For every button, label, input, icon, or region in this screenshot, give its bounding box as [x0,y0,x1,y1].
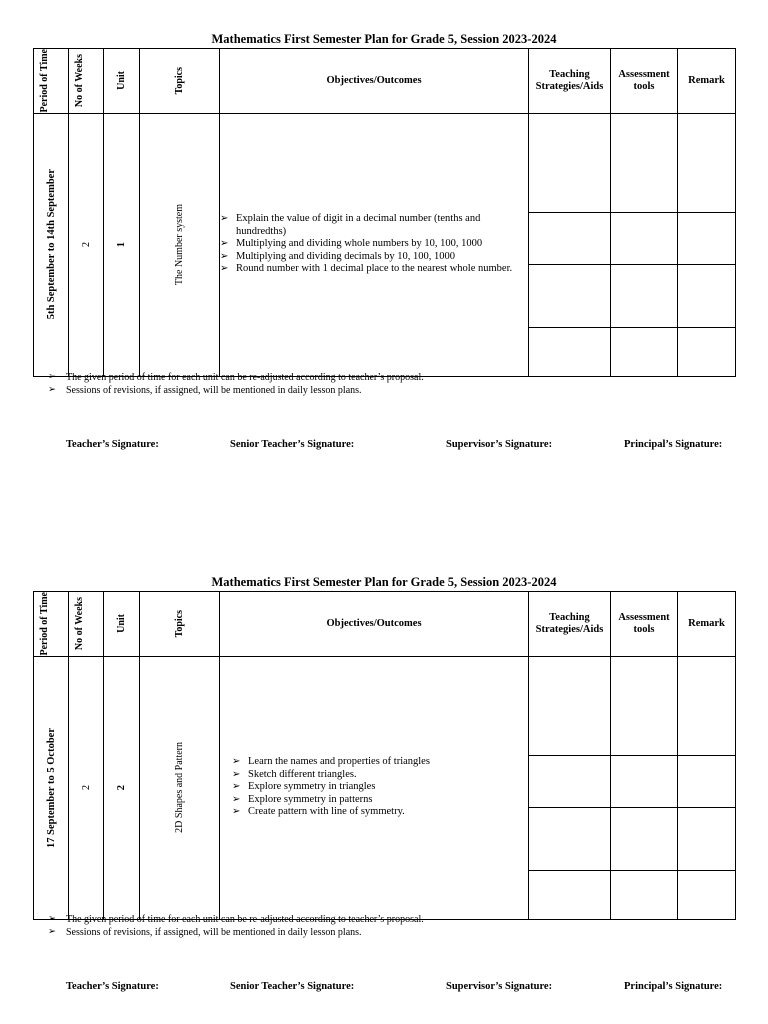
remark-cell [678,656,736,919]
header-topics: Topics [140,49,220,114]
arrowhead-bullet-icon: ➢ [232,806,241,818]
list-item: ➢ Learn the names and properties of triangles [232,756,430,768]
arrowhead-bullet-icon: ➢ [232,793,241,805]
plan-notes [48,371,424,397]
semester-plan-table [33,591,736,920]
plan-title: Mathematics First Semester Plan for Grade 5, Session 2023-2024 [211,32,557,46]
header-objectives: Objectives/Outcomes [220,49,529,114]
arrowhead-bullet-icon: ➢ [48,914,56,924]
unit-cell: 2 [104,656,140,919]
supervisor-signature-label: Supervisor’s Signature: [446,981,553,992]
header-unit: Unit [104,49,140,114]
plan-title: Mathematics First Semester Plan for Grade 5, Session 2023-2024 [211,575,557,589]
period-cell: 5th September to 14th September [34,113,69,376]
list-item: ➢ Create pattern with line of symmetry. [232,806,405,818]
list-item: ➢ Multiplying and dividing whole numbers by 10, 100, 1000 [220,238,483,250]
arrowhead-bullet-icon: ➢ [232,781,241,793]
topic-cell: 2D Shapes and Pattern [140,656,220,919]
header-teaching: Teaching Strategies/Aids [529,592,611,657]
header-remark: Remark [678,592,736,657]
topic-cell: The Number system [140,113,220,376]
unit-cell: 1 [104,113,140,376]
objectives-list [220,213,528,276]
principal-signature-label: Principal’s Signature: [624,439,723,450]
assessment-cell [611,656,678,919]
header-period: Period of Time [34,49,69,114]
header-assessment: Assessment tools [611,49,678,114]
teaching-cell [529,113,611,376]
remark-cell [678,113,736,376]
weeks-cell: 2 [69,656,104,919]
header-objectives: Objectives/Outcomes [220,592,529,657]
list-item: ➢ Explore symmetry in patterns [232,793,373,805]
arrowhead-bullet-icon: ➢ [48,372,56,382]
list-item: ➢ Round number with 1 decimal place to the nearest whole number. [220,263,513,275]
header-remark: Remark [678,49,736,114]
senior-teacher-signature-label: Senior Teacher’s Signature: [230,439,355,450]
teacher-signature-label: Teacher’s Signature: [66,439,159,450]
list-item: ➢ Sketch different triangles. [232,768,357,780]
header-weeks: No of Weeks [69,592,104,657]
senior-teacher-signature-label: Senior Teacher’s Signature: [230,981,355,992]
note-item: ➢ The given period of time for each unit can be re-adjusted according to teacher’s proposal. [48,914,424,925]
note-item: ➢ The given period of time for each unit can be re-adjusted according to teacher’s proposal. [48,372,424,383]
arrowhead-bullet-icon: ➢ [220,238,229,250]
note-item: ➢ Sessions of revisions, if assigned, will be mentioned in daily lesson plans. [48,927,362,938]
arrowhead-bullet-icon: ➢ [220,263,229,275]
objectives-cell [220,656,529,919]
table-header-row [34,592,736,657]
teaching-cell [529,656,611,919]
assessment-cell [611,113,678,376]
period-cell: 17 September to 5 October [34,656,69,919]
table-row [34,113,736,376]
header-teaching: Teaching Strategies/Aids [529,49,611,114]
table-header-row [34,49,736,114]
arrowhead-bullet-icon: ➢ [232,756,241,768]
arrowhead-bullet-icon: ➢ [220,213,229,225]
header-unit: Unit [104,592,140,657]
plan-notes [48,913,424,939]
principal-signature-label: Principal’s Signature: [624,981,723,992]
objectives-list [220,756,528,819]
list-item: ➢ Explore symmetry in triangles [232,781,376,793]
supervisor-signature-label: Supervisor’s Signature: [446,439,553,450]
arrowhead-bullet-icon: ➢ [48,927,56,937]
arrowhead-bullet-icon: ➢ [48,385,56,395]
header-topics: Topics [140,592,220,657]
list-item: ➢ Explain the value of digit in a decimal number (tenths and hundredths) [220,213,481,237]
semester-plan-table [33,48,736,377]
teacher-signature-label: Teacher’s Signature: [66,981,159,992]
table-row [34,656,736,919]
header-weeks: No of Weeks [69,49,104,114]
objectives-cell [220,113,529,376]
list-item: ➢ Multiplying and dividing decimals by 10, 100, 1000 [220,250,456,262]
header-period: Period of Time [34,592,69,657]
note-item: ➢ Sessions of revisions, if assigned, will be mentioned in daily lesson plans. [48,385,362,396]
arrowhead-bullet-icon: ➢ [220,250,229,262]
weeks-cell: 2 [69,113,104,376]
header-assessment: Assessment tools [611,592,678,657]
arrowhead-bullet-icon: ➢ [232,768,241,780]
